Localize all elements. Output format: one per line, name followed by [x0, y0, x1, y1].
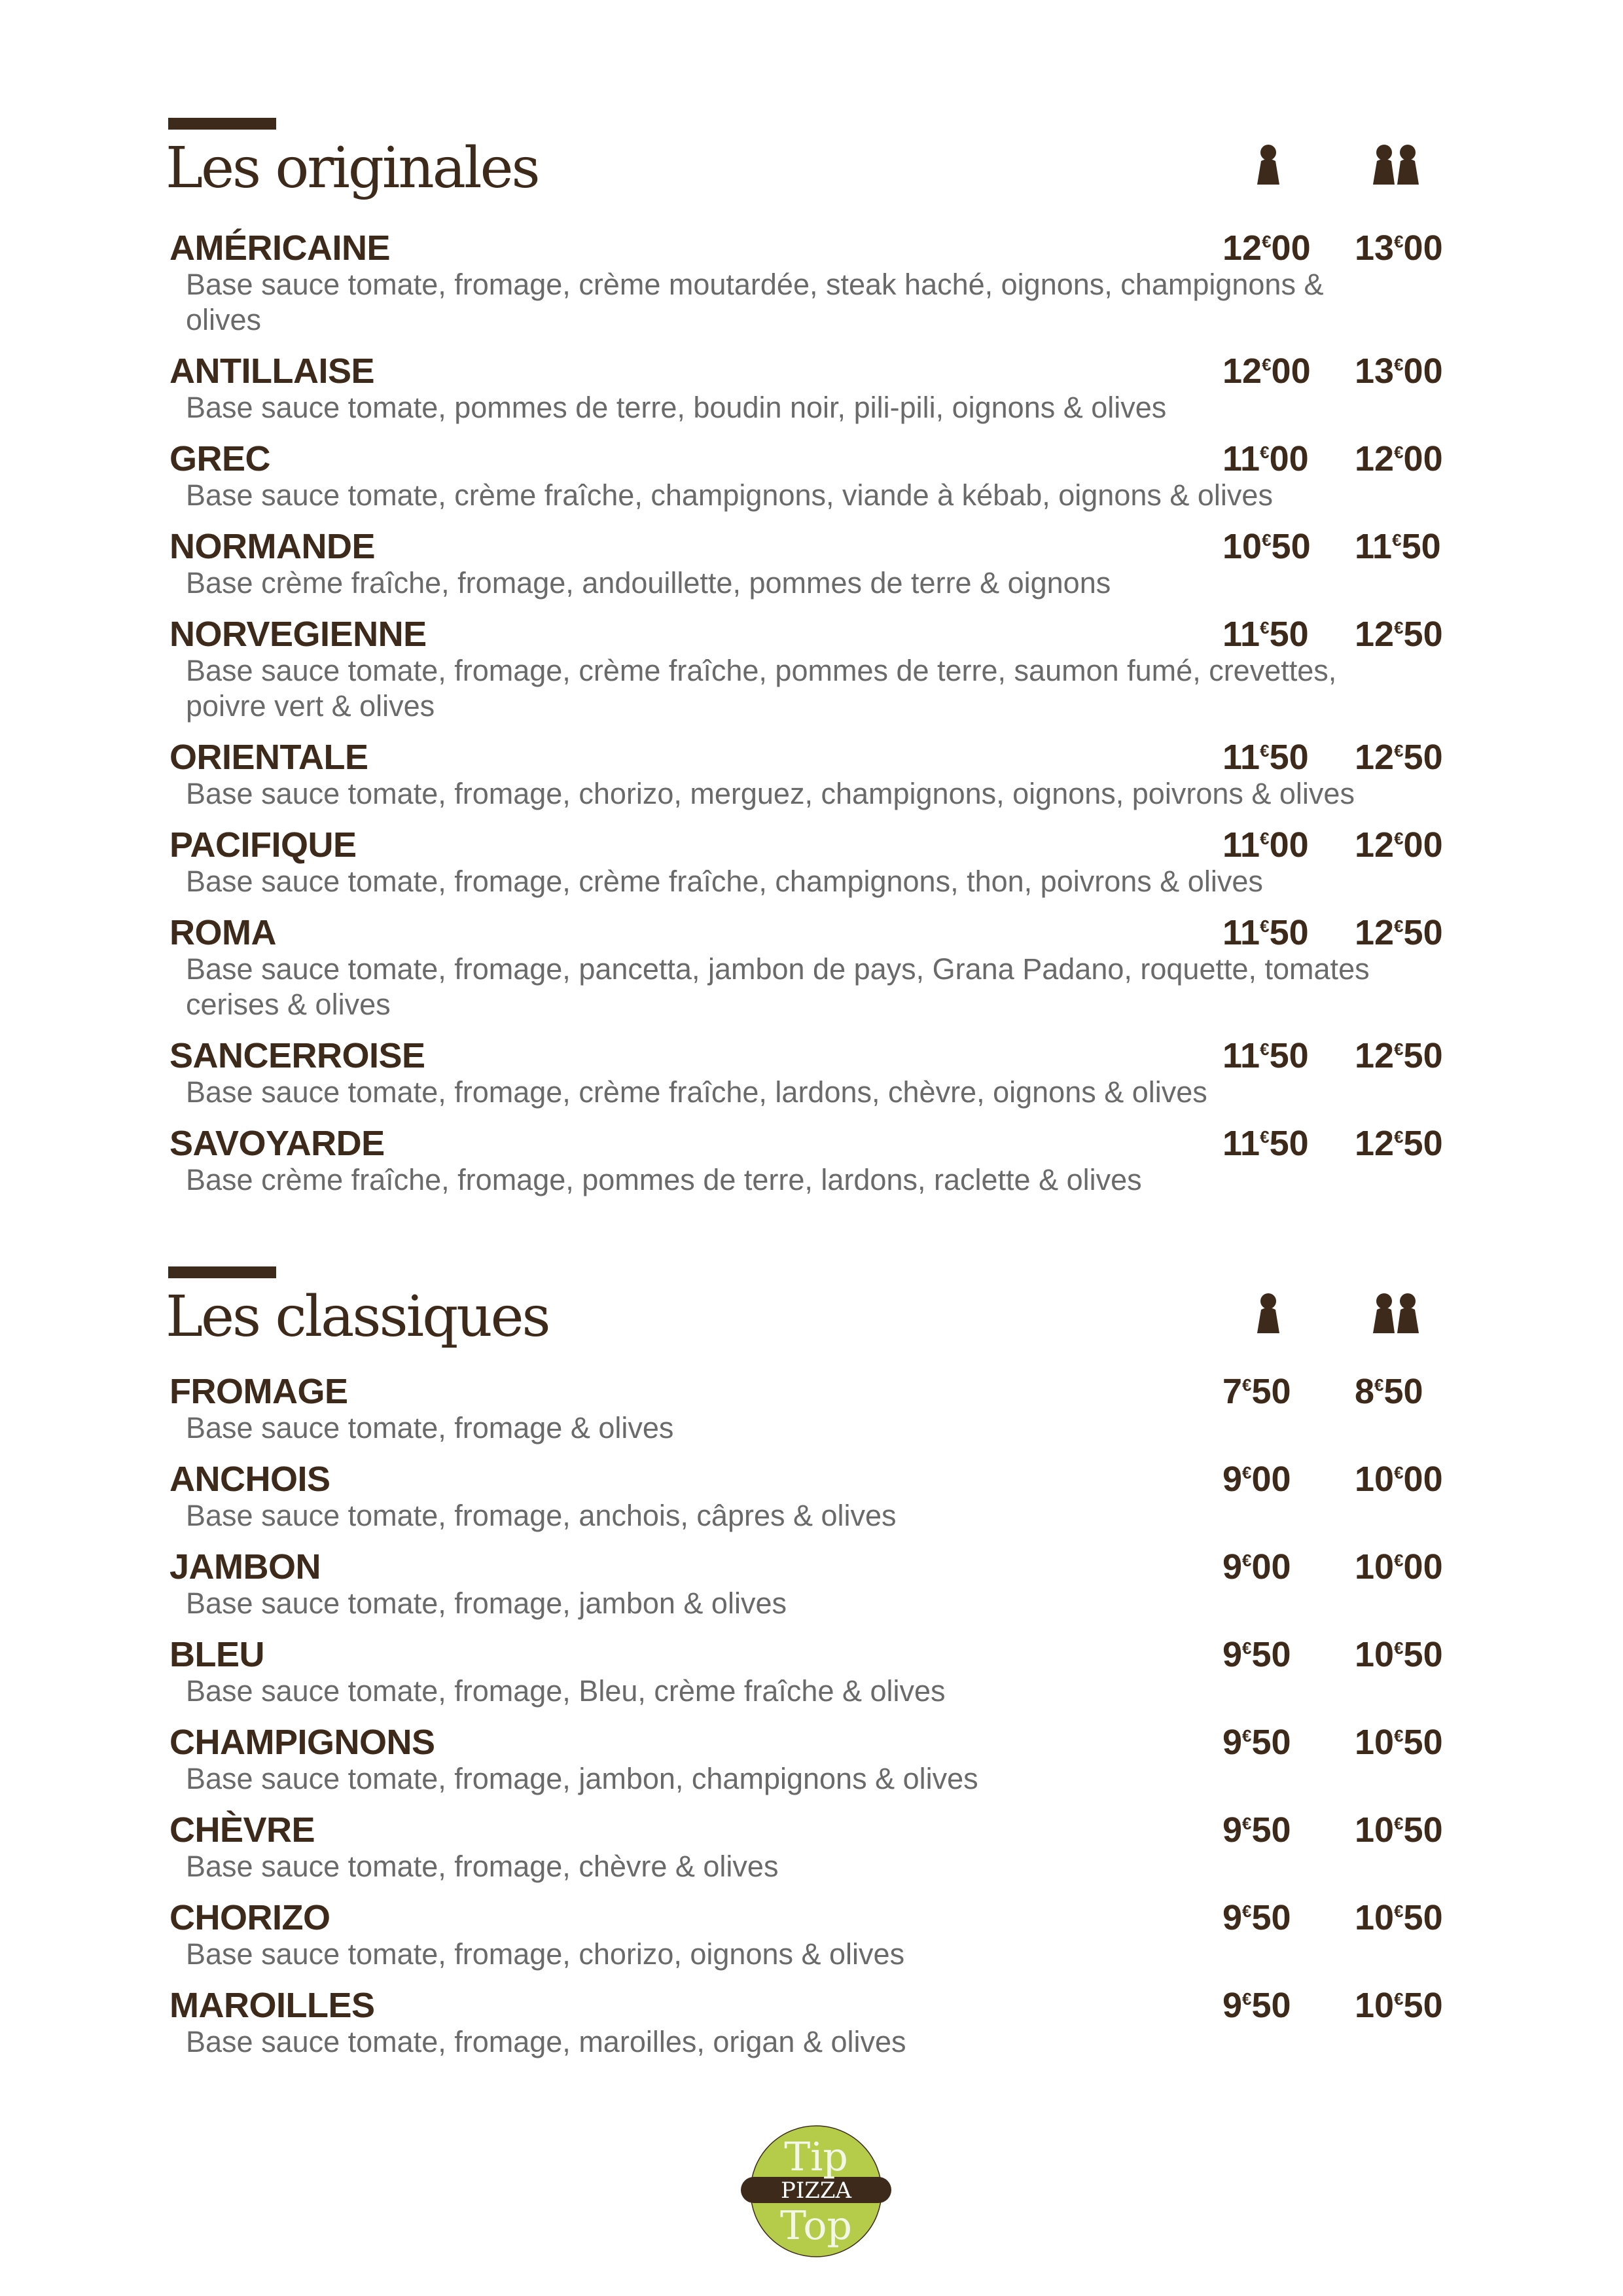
menu-item — [0, 1460, 1623, 1534]
pizza-description: Base crème fraîche, fromage, andouillette, pommes de terre & oignons — [186, 566, 1111, 600]
price-double: 10€50 — [1355, 1986, 1443, 2025]
price-single: 11€00 — [1222, 439, 1309, 478]
pizza-description: Base sauce tomate, fromage, jambon & olives — [186, 1587, 787, 1620]
price-single: 9€50 — [1222, 1986, 1291, 2025]
pizza-name: ORIENTALE — [169, 738, 368, 777]
price-double: 12€50 — [1355, 615, 1443, 654]
pizza-name: ROMA — [169, 913, 276, 952]
menu-item — [0, 440, 1623, 513]
menu-item — [0, 229, 1623, 338]
pizza-description: Base crème fraîche, fromage, pommes de terre, lardons, raclette & olives — [186, 1163, 1142, 1196]
pizza-name: SAVOYARDE — [169, 1124, 385, 1163]
menu-item — [0, 914, 1623, 1022]
pizza-description: Base sauce tomate, fromage, chorizo, oignons & olives — [186, 1937, 905, 1971]
pizza-name: FROMAGE — [169, 1372, 348, 1411]
pizza-name: JAMBON — [169, 1547, 321, 1587]
menu-item — [0, 1548, 1623, 1621]
tip-top-pizza-logo — [738, 2118, 895, 2262]
menu-item — [0, 615, 1623, 724]
menu-list — [0, 1372, 1623, 2074]
price-single: 9€50 — [1222, 1723, 1291, 1762]
price-double: 10€50 — [1355, 1723, 1443, 1762]
pizza-description: Base sauce tomate, fromage, chèvre & olives — [186, 1850, 779, 1883]
pizza-description: Base sauce tomate, fromage, chorizo, merguez, champignons, oignons, poivrons & olives — [186, 777, 1355, 810]
pizza-description: Base sauce tomate, fromage, anchois, câpres & olives — [186, 1499, 897, 1532]
two-persons-icon — [1371, 144, 1421, 185]
price-double: 13€00 — [1355, 228, 1443, 268]
price-single: 10€50 — [1222, 527, 1311, 566]
pizza-name: GREC — [169, 439, 271, 478]
menu-item — [0, 1037, 1623, 1110]
section-divider — [168, 1266, 276, 1278]
pizza-description: Base sauce tomate, fromage, crème fraîche, pommes de terre, saumon fumé, crevettes, poivre vert & olives — [186, 654, 1337, 723]
section-divider — [168, 118, 276, 130]
pizza-description: Base sauce tomate, fromage, crème fraîche, lardons, chèvre, oignons & olives — [186, 1075, 1207, 1109]
menu-item — [0, 1899, 1623, 1972]
price-double: 10€50 — [1355, 1810, 1443, 1850]
pizza-description: Base sauce tomate, fromage, Bleu, crème fraîche & olives — [186, 1674, 946, 1708]
price-single: 11€50 — [1222, 615, 1309, 654]
two-persons-icon — [1371, 1293, 1421, 1333]
section-title: Les classiques — [166, 1284, 549, 1350]
pizza-description: Base sauce tomate, fromage, maroilles, origan & olives — [186, 2025, 906, 2058]
price-single: 12€00 — [1222, 228, 1311, 268]
price-single: 7€50 — [1222, 1372, 1291, 1411]
menu-item — [0, 826, 1623, 899]
price-double: 12€50 — [1355, 1124, 1443, 1163]
price-single: 11€50 — [1222, 1124, 1309, 1163]
price-single: 11€00 — [1222, 825, 1309, 865]
pizza-description: Base sauce tomate, fromage, crème moutardée, steak haché, oignons, champignons & olives — [186, 268, 1324, 336]
svg-text:PIZZA: PIZZA — [780, 2178, 852, 2204]
price-double: 12€50 — [1355, 1036, 1443, 1075]
pizza-description: Base sauce tomate, crème fraîche, champignons, viande à kébab, oignons & olives — [186, 478, 1273, 512]
svg-text:Top: Top — [780, 2203, 852, 2249]
price-double: 12€00 — [1355, 825, 1443, 865]
pizza-name: NORMANDE — [169, 527, 375, 566]
price-single: 11€50 — [1222, 1036, 1309, 1075]
price-single: 11€50 — [1222, 913, 1309, 952]
menu-item — [0, 1636, 1623, 1709]
svg-text:Tip: Tip — [784, 2134, 848, 2180]
menu-item — [0, 738, 1623, 812]
pizza-description: Base sauce tomate, fromage & olives — [186, 1411, 674, 1444]
price-double: 10€00 — [1355, 1547, 1443, 1587]
price-double: 8€50 — [1355, 1372, 1423, 1411]
price-double: 10€50 — [1355, 1635, 1443, 1674]
menu-item — [0, 1986, 1623, 2060]
pizza-name: AMÉRICAINE — [169, 228, 391, 268]
pizza-description: Base sauce tomate, fromage, jambon, champignons & olives — [186, 1762, 978, 1795]
price-single: 9€00 — [1222, 1460, 1291, 1499]
price-double: 12€00 — [1355, 439, 1443, 478]
pizza-name: CHÈVRE — [169, 1810, 315, 1850]
pizza-name: NORVEGIENNE — [169, 615, 427, 654]
price-single: 9€50 — [1222, 1635, 1291, 1674]
pizza-name: ANCHOIS — [169, 1460, 330, 1499]
pizza-name: PACIFIQUE — [169, 825, 357, 865]
price-single: 12€00 — [1222, 351, 1311, 391]
section-title: Les originales — [166, 135, 539, 201]
pizza-description: Base sauce tomate, pommes de terre, boudin noir, pili-pili, oignons & olives — [186, 391, 1167, 424]
price-double: 10€00 — [1355, 1460, 1443, 1499]
menu-item — [0, 1811, 1623, 1884]
pizza-name: MAROILLES — [169, 1986, 375, 2025]
price-double: 10€50 — [1355, 1898, 1443, 1937]
pizza-description: Base sauce tomate, fromage, pancetta, jambon de pays, Grana Padano, roquette, tomates cerises & olives — [186, 952, 1370, 1021]
price-double: 11€50 — [1355, 527, 1441, 566]
pizza-name: CHORIZO — [169, 1898, 330, 1937]
menu-item — [0, 1723, 1623, 1797]
price-double: 13€00 — [1355, 351, 1443, 391]
price-double: 12€50 — [1355, 913, 1443, 952]
menu-item — [0, 1372, 1623, 1446]
pizza-name: BLEU — [169, 1635, 264, 1674]
price-single: 9€50 — [1222, 1898, 1291, 1937]
menu-item — [0, 1124, 1623, 1198]
price-single: 9€50 — [1222, 1810, 1291, 1850]
pizza-description: Base sauce tomate, fromage, crème fraîche, champignons, thon, poivrons & olives — [186, 865, 1263, 898]
price-single: 11€50 — [1222, 738, 1309, 777]
person-icon — [1253, 1293, 1283, 1333]
price-single: 9€00 — [1222, 1547, 1291, 1587]
menu-item — [0, 528, 1623, 601]
menu-item — [0, 352, 1623, 425]
menu-list — [0, 229, 1623, 1212]
pizza-name: SANCERROISE — [169, 1036, 425, 1075]
pizza-name: ANTILLAISE — [169, 351, 374, 391]
pizza-name: CHAMPIGNONS — [169, 1723, 435, 1762]
price-double: 12€50 — [1355, 738, 1443, 777]
person-icon — [1253, 144, 1283, 185]
